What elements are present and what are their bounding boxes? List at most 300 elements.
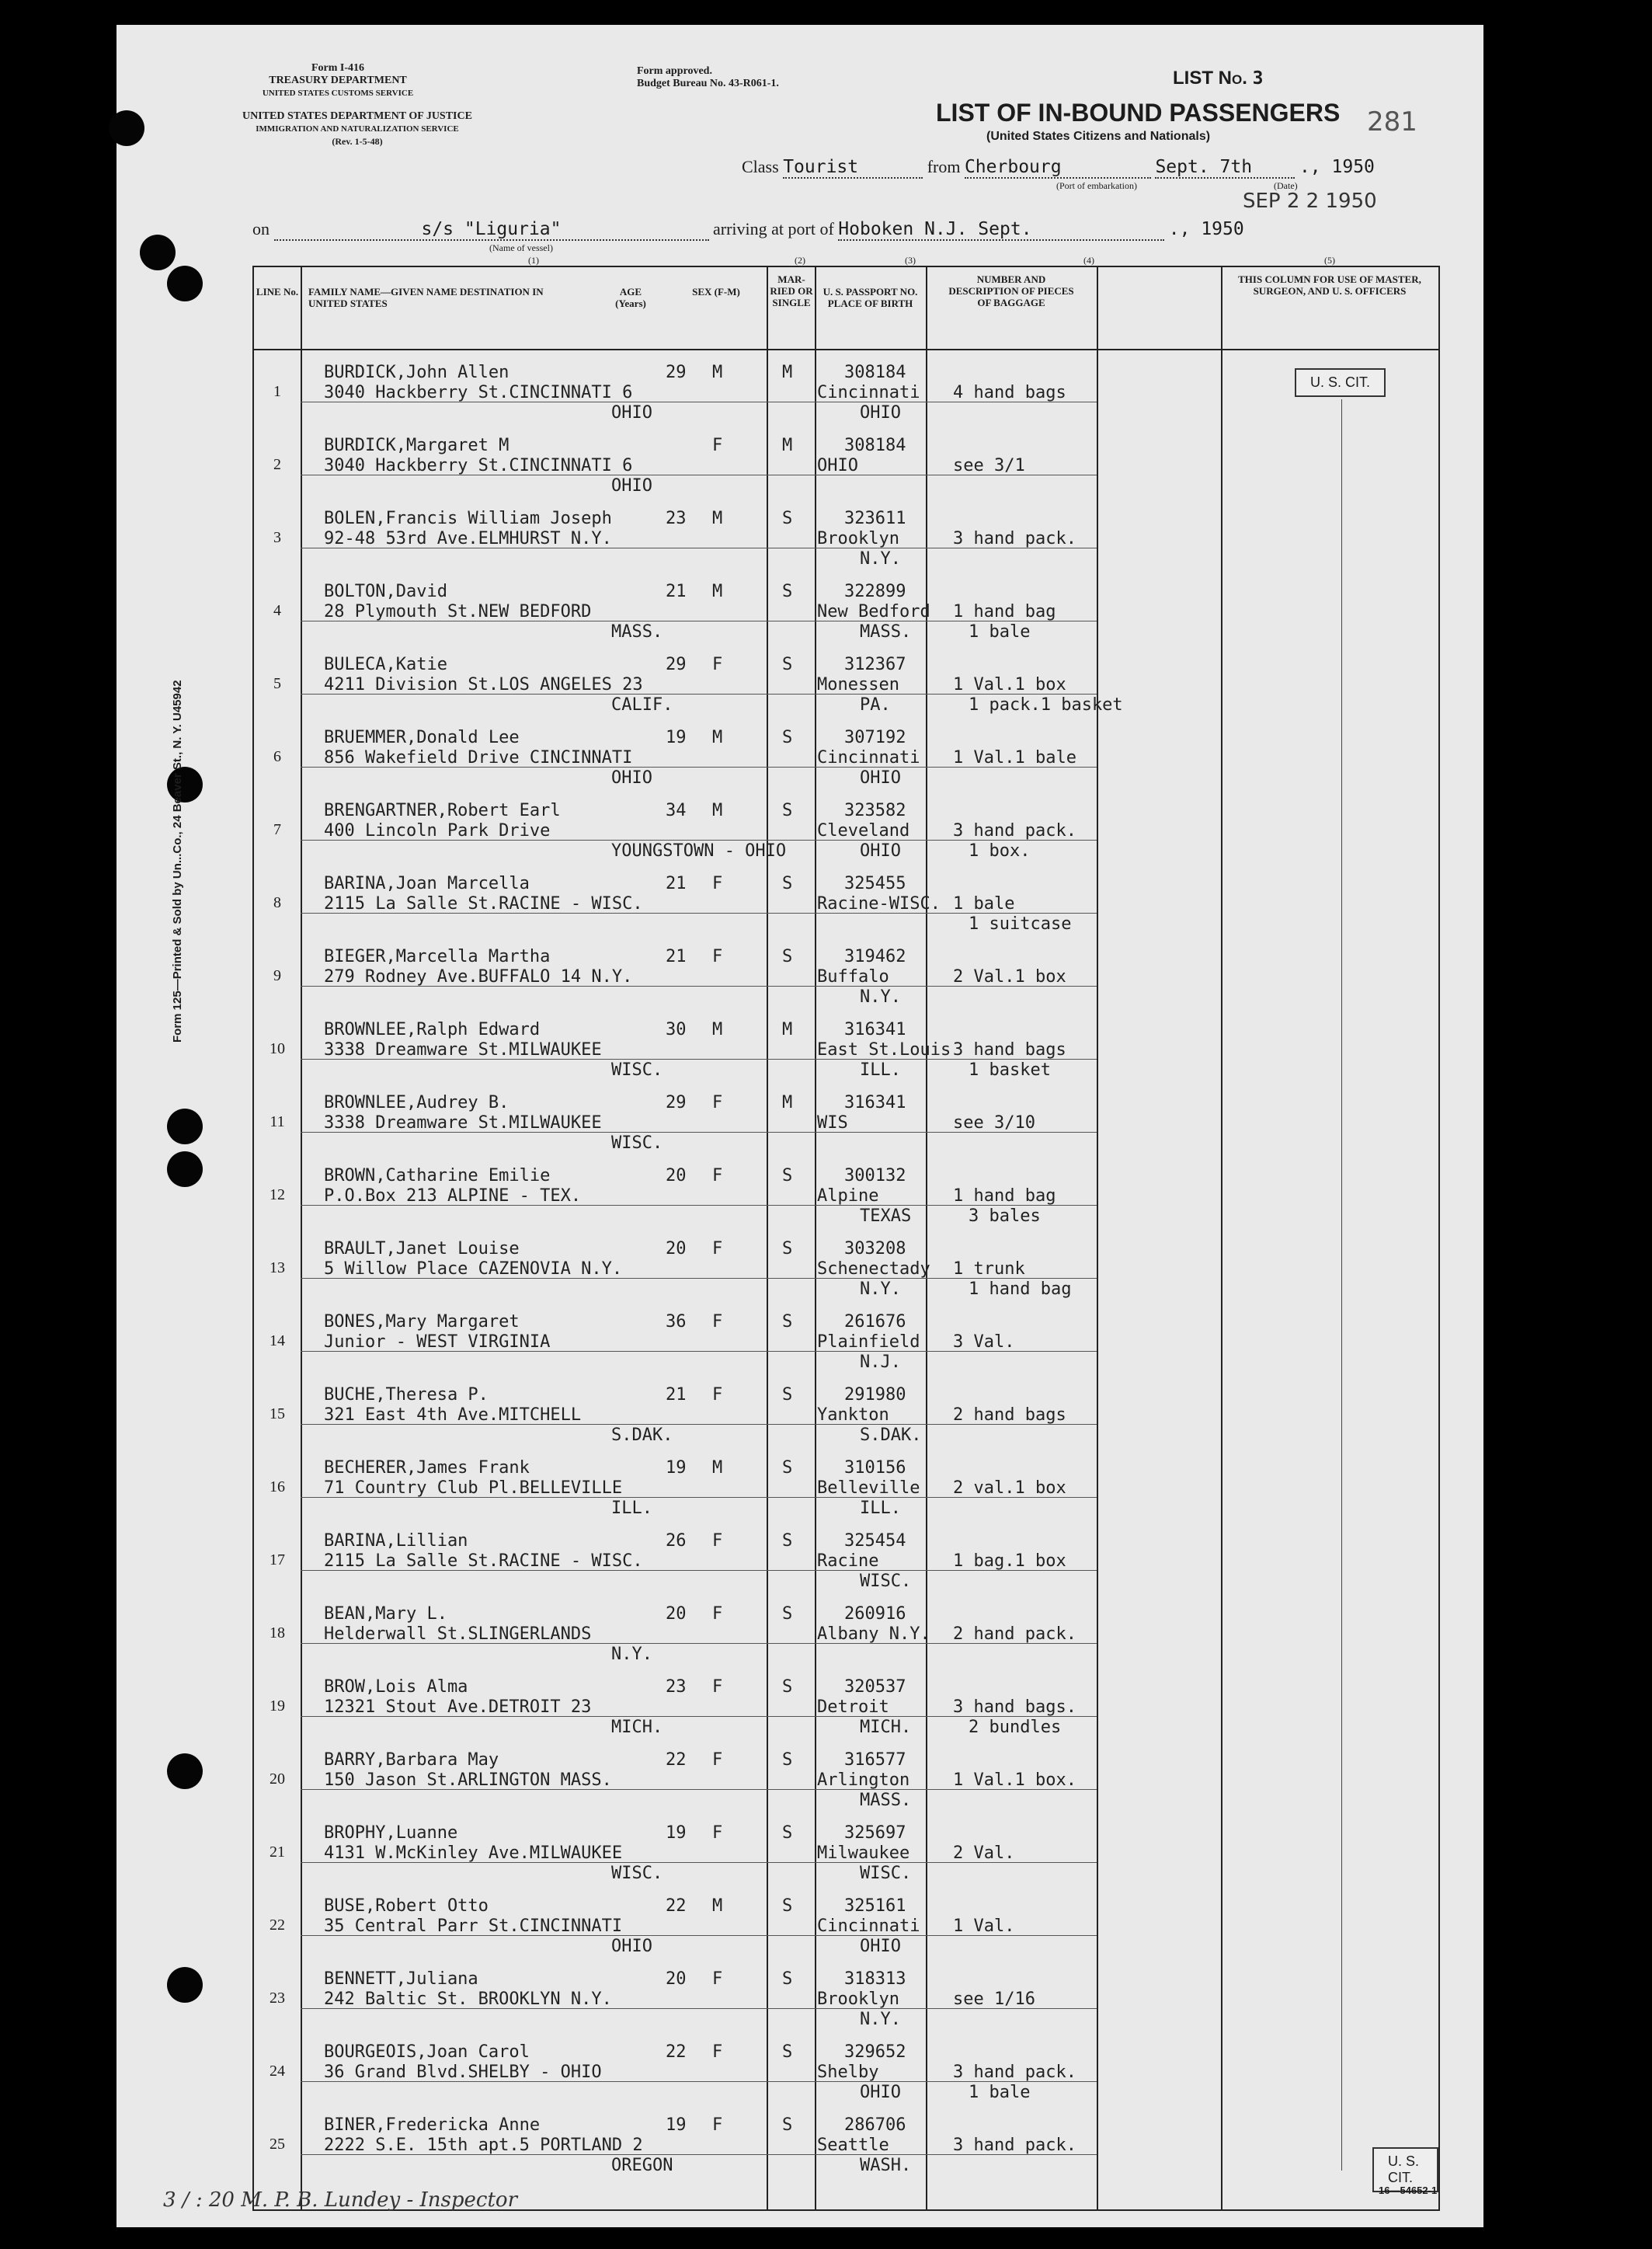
cell-ms: S bbox=[782, 509, 793, 528]
cell-age: 20 bbox=[666, 1166, 687, 1185]
cell-bag: 1 hand bag bbox=[953, 1186, 1056, 1206]
footer-code: 16—54652-1 bbox=[1379, 2185, 1438, 2196]
table-row bbox=[254, 1452, 1438, 1525]
cell-addr2: OHIO bbox=[611, 1937, 652, 1956]
cell-sex: F bbox=[712, 2042, 723, 2062]
cell-birth2: MICH. bbox=[860, 1718, 912, 1737]
cell-addr2: CALIF. bbox=[611, 695, 673, 715]
cell-ms: M bbox=[782, 363, 793, 382]
page-subtitle: (United States Citizens and Nationals) bbox=[986, 130, 1211, 143]
cell-addr: P.O.Box 213 ALPINE - TEX. bbox=[324, 1186, 582, 1206]
cell-birth: East St.Louis bbox=[817, 1040, 951, 1060]
cell-ms: S bbox=[782, 1239, 793, 1259]
cell-birth: Alpine bbox=[817, 1186, 879, 1206]
cell-bag: 3 hand bags bbox=[953, 1040, 1066, 1060]
cell-name: BOURGEOIS,Joan Carol bbox=[324, 2042, 530, 2062]
cell-name: BRENGARTNER,Robert Earl bbox=[324, 801, 561, 820]
cell-birth: Cincinnati bbox=[817, 383, 920, 402]
cell-birth2: ILL. bbox=[860, 1060, 901, 1080]
cell-addr2: ILL. bbox=[611, 1499, 652, 1518]
page-title: LIST OF IN-BOUND PASSENGERS bbox=[936, 99, 1341, 127]
cell-bag2: 1 pack.1 basket bbox=[969, 695, 1123, 715]
cell-sex: F bbox=[712, 2115, 723, 2135]
cell-age: 19 bbox=[666, 1823, 687, 1843]
cell-name: BUSE,Robert Otto bbox=[324, 1896, 489, 1916]
cell-birth2: MASS. bbox=[860, 622, 912, 642]
cell-bag2: 1 box. bbox=[969, 841, 1031, 861]
col-line: LINE No. bbox=[256, 286, 299, 298]
cell-pp: 323611 bbox=[844, 509, 906, 528]
cell-pp: 325455 bbox=[844, 874, 906, 893]
table-row bbox=[254, 1306, 1438, 1379]
cell-birth: Yankton bbox=[817, 1405, 889, 1425]
cell-sex: M bbox=[712, 582, 723, 601]
table-row bbox=[254, 2109, 1438, 2182]
cell-sex: M bbox=[712, 801, 723, 820]
cell-addr: 36 Grand Blvd.SHELBY - OHIO bbox=[324, 2063, 602, 2082]
cell-birth2: N.J. bbox=[860, 1353, 901, 1372]
cell-num: 7 bbox=[273, 821, 281, 838]
cell-birth2: MASS. bbox=[860, 1791, 912, 1810]
cell-addr: Helderwall St.SLINGERLANDS bbox=[324, 1624, 592, 1644]
cell-ms: S bbox=[782, 1750, 793, 1770]
cell-birth: Detroit bbox=[817, 1697, 889, 1717]
cell-name: BRUEMMER,Donald Lee bbox=[324, 728, 520, 747]
table-row bbox=[254, 1817, 1438, 1890]
col-baggage: NUMBER AND DESCRIPTION OF PIECES OF BAGGAGE bbox=[948, 273, 1074, 308]
cell-birth2: N.Y. bbox=[860, 987, 901, 1007]
cell-sex: F bbox=[712, 1531, 723, 1551]
cell-num: 2 bbox=[273, 456, 281, 473]
col-officers: THIS COLUMN FOR USE OF MASTER, SURGEON, AND U. S. OFFICERS bbox=[1238, 273, 1421, 297]
cell-num: 17 bbox=[270, 1551, 285, 1568]
cell-num: 15 bbox=[270, 1405, 285, 1422]
cell-num: 13 bbox=[270, 1259, 285, 1276]
cell-ms: M bbox=[782, 1093, 793, 1112]
cell-birth: New Bedford bbox=[817, 602, 930, 621]
cell-sex: M bbox=[712, 509, 723, 528]
cell-pp: 261676 bbox=[844, 1312, 906, 1332]
cell-name: BARRY,Barbara May bbox=[324, 1750, 499, 1770]
list-number: LIST No. 3 bbox=[1173, 68, 1264, 89]
cell-bag: 2 Val. bbox=[953, 1843, 1015, 1863]
cell-age: 34 bbox=[666, 801, 687, 820]
cell-bag: 3 hand pack. bbox=[953, 2136, 1076, 2155]
cell-addr: 71 Country Club Pl.BELLEVILLE bbox=[324, 1478, 623, 1498]
cell-bag: see 3/10 bbox=[953, 1113, 1035, 1133]
cell-name: BOLEN,Francis William Joseph bbox=[324, 509, 612, 528]
cell-sex: F bbox=[712, 1823, 723, 1843]
cell-birth2: PA. bbox=[860, 695, 891, 715]
cell-birth: Brooklyn bbox=[817, 529, 899, 548]
cell-addr: 400 Lincoln Park Drive bbox=[324, 821, 551, 841]
cell-sex: F bbox=[712, 1239, 723, 1259]
cell-pp: 325454 bbox=[844, 1531, 906, 1551]
cell-pp: 303208 bbox=[844, 1239, 906, 1259]
cell-sex: M bbox=[712, 363, 723, 382]
cell-pp: 316341 bbox=[844, 1020, 906, 1039]
cell-birth: Belleville bbox=[817, 1478, 920, 1498]
cell-ms: S bbox=[782, 1969, 793, 1989]
cell-bag: 3 Val. bbox=[953, 1332, 1015, 1352]
cell-num: 4 bbox=[273, 602, 281, 619]
cell-addr: 4131 W.McKinley Ave.MILWAUKEE bbox=[324, 1843, 623, 1863]
cell-sex: F bbox=[712, 1312, 723, 1332]
cell-pp: 300132 bbox=[844, 1166, 906, 1185]
table-row bbox=[254, 1890, 1438, 1963]
cell-birth: WIS bbox=[817, 1113, 848, 1133]
cell-addr2: WISC. bbox=[611, 1133, 663, 1153]
cell-addr2: OHIO bbox=[611, 476, 652, 496]
table-row bbox=[254, 1087, 1438, 1160]
cell-birth: Milwaukee bbox=[817, 1843, 910, 1863]
table-row bbox=[254, 430, 1438, 503]
punch-hole bbox=[167, 1109, 203, 1144]
received-stamp: SEP 2 2 1950 bbox=[1243, 190, 1377, 213]
punch-hole bbox=[167, 1967, 203, 2003]
cell-age: 29 bbox=[666, 363, 687, 382]
cell-addr2: S.DAK. bbox=[611, 1426, 673, 1445]
cell-addr: 12321 Stout Ave.DETROIT 23 bbox=[324, 1697, 592, 1717]
vessel-field: on s/s "Liguria" arriving at port of Hoboken N.J. Sept. ., 1950 bbox=[252, 219, 1244, 239]
cell-ms: S bbox=[782, 1604, 793, 1624]
cell-num: 24 bbox=[270, 2063, 285, 2080]
table-row bbox=[254, 868, 1438, 941]
punch-hole bbox=[167, 266, 203, 301]
cell-age: 22 bbox=[666, 2042, 687, 2062]
cell-bag: 3 hand pack. bbox=[953, 529, 1076, 548]
cell-age: 20 bbox=[666, 1239, 687, 1259]
passenger-table bbox=[252, 266, 1440, 2211]
cell-birth2: TEXAS bbox=[860, 1206, 912, 1226]
col-sex: SEX (F-M) bbox=[692, 286, 740, 298]
cell-birth2: WISC. bbox=[860, 1572, 912, 1591]
cell-age: 36 bbox=[666, 1312, 687, 1332]
cell-birth2: ILL. bbox=[860, 1499, 901, 1518]
table-row bbox=[254, 2036, 1438, 2109]
cell-age: 23 bbox=[666, 1677, 687, 1697]
cell-addr: 5 Willow Place CAZENOVIA N.Y. bbox=[324, 1259, 623, 1279]
cell-bag: 2 hand pack. bbox=[953, 1624, 1076, 1644]
cell-bag2: 2 bundles bbox=[969, 1718, 1062, 1737]
table-row bbox=[254, 795, 1438, 868]
punch-hole bbox=[140, 235, 176, 270]
cell-bag: 1 Val.1 box. bbox=[953, 1770, 1076, 1790]
cell-birth: OHIO bbox=[817, 456, 858, 475]
cell-num: 25 bbox=[270, 2136, 285, 2153]
cell-addr: 2222 S.E. 15th apt.5 PORTLAND 2 bbox=[324, 2136, 643, 2155]
cell-addr2: OREGON bbox=[611, 2156, 673, 2175]
cell-ms: S bbox=[782, 1677, 793, 1697]
cell-bag: see 1/16 bbox=[953, 1990, 1035, 2009]
cell-bag: 1 Val.1 bale bbox=[953, 748, 1076, 768]
cell-birth: Arlington bbox=[817, 1770, 910, 1790]
table-row bbox=[254, 1160, 1438, 1233]
cell-sex: F bbox=[712, 947, 723, 966]
cell-bag2: 1 bale bbox=[969, 622, 1031, 642]
cell-addr: 28 Plymouth St.NEW BEDFORD bbox=[324, 602, 592, 621]
cell-pp: 318313 bbox=[844, 1969, 906, 1989]
cell-pp: 322899 bbox=[844, 582, 906, 601]
printer-note: Form 125—Printed & Sold by Un...Co., 24 Beaver St., N. Y. U45942 bbox=[171, 680, 184, 1043]
cell-bag: see 3/1 bbox=[953, 456, 1025, 475]
cell-birth2: WASH. bbox=[860, 2156, 912, 2175]
cell-sex: F bbox=[712, 1604, 723, 1624]
table-row bbox=[254, 1233, 1438, 1306]
cell-sex: M bbox=[712, 728, 723, 747]
cell-age: 20 bbox=[666, 1969, 687, 1989]
us-cit-stamp-bottom: U. S. CIT. bbox=[1372, 2147, 1438, 2192]
cell-addr: 3338 Dreamware St.MILWAUKEE bbox=[324, 1040, 602, 1060]
cell-bag: 1 Val. bbox=[953, 1917, 1015, 1936]
cell-name: BARINA,Lillian bbox=[324, 1531, 468, 1551]
cell-name: BOLTON,David bbox=[324, 582, 447, 601]
cell-ms: S bbox=[782, 655, 793, 674]
port-caption: (Port of embarkation) bbox=[1056, 180, 1137, 191]
cell-num: 18 bbox=[270, 1624, 285, 1641]
cell-addr: Junior - WEST VIRGINIA bbox=[324, 1332, 551, 1352]
cell-addr: 856 Wakefield Drive CINCINNATI bbox=[324, 748, 633, 768]
cell-pp: 260916 bbox=[844, 1604, 906, 1624]
table-row bbox=[254, 1963, 1438, 2036]
cell-addr: 3040 Hackberry St.CINCINNATI 6 bbox=[324, 456, 633, 475]
cell-bag: 2 val.1 box bbox=[953, 1478, 1066, 1498]
cell-birth: Cincinnati bbox=[817, 1917, 920, 1936]
cell-birth2: N.Y. bbox=[860, 1279, 901, 1299]
agency-block: UNITED STATES DEPARTMENT OF JUSTICE IMMIGRATION AND NATURALIZATION SERVICE (Rev. 1-5-48) bbox=[242, 110, 472, 147]
cell-ms: S bbox=[782, 1896, 793, 1916]
cell-age: 21 bbox=[666, 582, 687, 601]
cell-name: BULECA,Katie bbox=[324, 655, 447, 674]
cell-name: BUCHE,Theresa P. bbox=[324, 1385, 489, 1405]
cell-num: 22 bbox=[270, 1917, 285, 1934]
cell-birth: Racine-WISC. bbox=[817, 894, 941, 914]
cell-ms: S bbox=[782, 1458, 793, 1478]
cell-ms: S bbox=[782, 2042, 793, 2062]
form-block: Form I-416 TREASURY DEPARTMENT UNITED STATES CUSTOMS SERVICE bbox=[262, 62, 414, 98]
cell-pp: 312367 bbox=[844, 655, 906, 674]
cell-name: BINER,Fredericka Anne bbox=[324, 2115, 541, 2135]
cell-sex: F bbox=[712, 1750, 723, 1770]
cell-birth2: S.DAK. bbox=[860, 1426, 922, 1445]
cell-birth: Schenectady bbox=[817, 1259, 930, 1279]
cell-bag: 3 hand bags. bbox=[953, 1697, 1076, 1717]
cell-pp: 316341 bbox=[844, 1093, 906, 1112]
cell-name: BROWNLEE,Ralph Edward bbox=[324, 1020, 541, 1039]
cell-age: 22 bbox=[666, 1896, 687, 1916]
cell-sex: F bbox=[712, 1677, 723, 1697]
cell-birth2: OHIO bbox=[860, 1937, 901, 1956]
cell-addr2: MASS. bbox=[611, 622, 663, 642]
table-row bbox=[254, 503, 1438, 576]
cell-num: 20 bbox=[270, 1770, 285, 1788]
cell-pp: 310156 bbox=[844, 1458, 906, 1478]
date-caption: (Date) bbox=[1274, 180, 1298, 191]
table-row bbox=[254, 576, 1438, 649]
cell-birth2: N.Y. bbox=[860, 2010, 901, 2029]
cell-age: 21 bbox=[666, 874, 687, 893]
cell-addr2: YOUNGSTOWN - OHIO bbox=[611, 841, 787, 861]
cell-birth: Brooklyn bbox=[817, 1990, 899, 2009]
cell-birth2: OHIO bbox=[860, 403, 901, 423]
cell-age: 23 bbox=[666, 509, 687, 528]
cell-num: 6 bbox=[273, 748, 281, 765]
cell-sex: F bbox=[712, 1385, 723, 1405]
document-page: Form I-416 TREASURY DEPARTMENT UNITED STATES CUSTOMS SERVICE Form approved. Budget Bureau No. 43-R061-1. UNITED STATES DEPARTMENT OF JUSTICE IMMIGRATION AND NATURALIZATION SERVICE (Rev. 1-5-48) LIST No. 3 281 LIST OF IN-BOUND PASSENGERS (United States Citizens and Nationals) Class Tourist from Cherbourg Sept. 7th ., 1950 (Port of embarkation) (Date) SEP 2 2 1950 on s/s "Liguria" arriving at port of Hoboken N.J. Sept. ., 1950 (Name of vessel) (1) (2) (3) (4) (5) LINE No. FAMILY NAME—GIVEN NAME DESTINATION IN UNITED STATES AGE (Years) SEX (F-M) MAR-RIED OR SINGLE U. S. PASSPORT NO. PLACE OF BIRTH NUMBER AND DESCRIPTION OF PIECES OF BAGGAGE THIS COLUMN FOR USE OF MASTER, SURGEON, AND U. S. OFFICERS U. S. CIT. U. S. CIT. 1 BURDICK,John Allen 29 M M 308184 3040 Hackberry St.CINCINNATI 6 Cincinnati 4 hand bags OHIO OHIO 2 BURDICK,Margaret M F M 308184 3040 Hackberry St.CINCINNATI 6 OHIO see 3/1 OHIO 3 BOLEN,Francis William Joseph 23 M S 323611 92-48 53rd Ave.ELMHURST N.Y. Brooklyn 3 hand pack. N.Y. 4 BOLTON,David 21 M S 322899 28 Plymouth St.NEW BEDFORD New Bedford 1 hand bag MASS. MASS. 1 bale 5 BULECA,Katie 29 F S 312367 4211 Division St.LOS ANGELES 23 Monessen 1 Val.1 box CALIF. PA. 1 pack.1 basket 6 BRUEMMER,Donald Lee 19 M S 307192 856 Wakefield Drive CINCINNATI Cincinnati 1 Val.1 bale OHIO OHIO 7 BRENGARTNER,Robert Earl 34 M S 323582 400 Lincoln Park Drive Cleveland 3 hand pack. YOUNGSTOWN - OHIO OHIO 1 box. 8 BARINA,Joan Marcella 21 F S 325455 2115 La Salle St.RACINE - WISC. Racine-WISC. 1 bale 1 suitcase 9 BIEGER,Marcella Martha 21 F S 319462 279 Rodney Ave.BUFFALO 14 N.Y. Buffalo 2 Val.1 box N.Y. 10 BROWNLEE,Ralph Edward 30 M M 316341 3338 Dreamware St.MILWAUKEE East St.Louis 3 hand bags WISC. ILL. 1 basket 11 BROWNLEE,Audrey B. 29 F M 316341 3338 Dreamware St.MILWAUKEE WIS see 3/10 WISC. 12 BROWN,Catharine Emilie 20 F S 300132 P.O.Box 213 ALPINE - TEX. Alpine 1 hand bag TEXAS 3 bales 13 BRAULT,Janet Louise 20 F S 303208 5 Willow Place CAZENOVIA N.Y. Schenectady 1 trunk N.Y. 1 hand bag 14 BONES,Mary Margaret 36 F S 261676 Junior - WEST VIRGINIA Plainfield 3 Val. N.J. 15 BUCHE,Theresa P. 21 F S 291980 321 East 4th Ave.MITCHELL Yankton 2 hand bags S.DAK. S.DAK. 16 BECHERER,James Frank 19 M S 310156 71 Country Club Pl.BELLEVILLE Belleville 2 val.1 box ILL. ILL. 17 BARINA,Lillian 26 F S 325454 2115 La Salle St.RACINE - WISC. Racine 1 bag.1 box WISC. 18 BEAN,Mary L. 20 F S 260916 Helderwall St.SLINGERLANDS Albany N.Y. 2 hand pack. N.Y. 19 BROW,Lois Alma 23 F S 320537 12321 Stout Ave.DETROIT 23 Detroit 3 hand bags. MICH. MICH. 2 bundles 20 BARRY,Barbara May 22 F S 316577 150 Jason St.ARLINGTON MASS. Arlington 1 Val.1 box. MASS. 21 BROPHY,Luanne 19 F S 325697 4131 W.McKinley Ave.MILWAUKEE Milwaukee 2 Val. WISC. WISC. 22 BUSE,Robert Otto 22 M S 325161 35 Central Parr St.CINCINNATI Cincinnati 1 Val. OHIO OHIO 23 BENNETT,Juliana 20 F S 318313 242 Baltic St. BROOKLYN N.Y. Brooklyn see 1/16 N.Y. 24 BOURGEOIS,Joan Carol 22 F S 329652 36 Grand Blvd.SHELBY - OHIO Shelby 3 hand pack. OHIO 1 bale 25 BINER,Fredericka Anne 19 F S 286706 2222 S.E. 15th apt.5 PORTLAND 2 Seattle 3 hand pack. OREGON WASH. Form 125—Printed & Sold by Un...Co., 24 Beaver St., N. Y. U45942 3 / : 20 M. P. B. Lundey - Inspector 16—54652-1 bbox=[117, 25, 1483, 2227]
cell-num: 8 bbox=[273, 894, 281, 911]
cell-age: 22 bbox=[666, 1750, 687, 1770]
cell-pp: 329652 bbox=[844, 2042, 906, 2062]
cell-age: 21 bbox=[666, 1385, 687, 1405]
cell-num: 11 bbox=[270, 1113, 285, 1130]
cell-birth: Seattle bbox=[817, 2136, 889, 2155]
cell-num: 1 bbox=[273, 383, 281, 400]
cell-birth: Cleveland bbox=[817, 821, 910, 841]
cell-addr: 242 Baltic St. BROOKLYN N.Y. bbox=[324, 1990, 612, 2009]
cell-pp: 286706 bbox=[844, 2115, 906, 2135]
cell-name: BRAULT,Janet Louise bbox=[324, 1239, 520, 1259]
punch-hole bbox=[109, 110, 144, 146]
cell-age: 26 bbox=[666, 1531, 687, 1551]
cell-bag2: 1 basket bbox=[969, 1060, 1051, 1080]
cell-addr2: WISC. bbox=[611, 1864, 663, 1883]
cell-bag: 1 bale bbox=[953, 894, 1015, 914]
cell-bag: 1 Val.1 box bbox=[953, 675, 1066, 695]
table-row bbox=[254, 1744, 1438, 1817]
cell-addr: 321 East 4th Ave.MITCHELL bbox=[324, 1405, 582, 1425]
cell-addr: 2115 La Salle St.RACINE - WISC. bbox=[324, 894, 643, 914]
cell-name: BROWN,Catharine Emilie bbox=[324, 1166, 551, 1185]
cell-name: BECHERER,James Frank bbox=[324, 1458, 530, 1478]
cell-bag: 2 Val.1 box bbox=[953, 967, 1066, 987]
inspector-signature: 3 / : 20 M. P. B. Lundey - Inspector bbox=[163, 2188, 518, 2212]
cell-birth: Plainfield bbox=[817, 1332, 920, 1352]
cell-pp: 308184 bbox=[844, 436, 906, 455]
cell-age: 19 bbox=[666, 2115, 687, 2135]
cell-birth2: OHIO bbox=[860, 2083, 901, 2102]
col-married: MAR-RIED OR SINGLE bbox=[770, 273, 813, 308]
cell-num: 16 bbox=[270, 1478, 285, 1495]
cell-ms: S bbox=[782, 728, 793, 747]
cell-addr: 150 Jason St.ARLINGTON MASS. bbox=[324, 1770, 612, 1790]
cell-addr: 92-48 53rd Ave.ELMHURST N.Y. bbox=[324, 529, 612, 548]
cell-name: BURDICK,Margaret M bbox=[324, 436, 510, 455]
cell-sex: F bbox=[712, 1166, 723, 1185]
cell-birth: Albany N.Y. bbox=[817, 1624, 930, 1644]
us-cit-stamp-top: U. S. CIT. bbox=[1295, 368, 1386, 397]
cell-num: 19 bbox=[270, 1697, 285, 1715]
cell-ms: S bbox=[782, 1166, 793, 1185]
cell-birth: Cincinnati bbox=[817, 748, 920, 768]
cell-num: 14 bbox=[270, 1332, 285, 1349]
cell-bag: 1 trunk bbox=[953, 1259, 1025, 1279]
cell-ms: S bbox=[782, 2115, 793, 2135]
cell-pp: 320537 bbox=[844, 1677, 906, 1697]
cell-ms: M bbox=[782, 1020, 793, 1039]
cell-sex: F bbox=[712, 1093, 723, 1112]
page-stamp: 281 bbox=[1367, 106, 1417, 138]
table-row bbox=[254, 1598, 1438, 1671]
cell-bag: 1 bag.1 box bbox=[953, 1551, 1066, 1571]
cell-sex: F bbox=[712, 1969, 723, 1989]
cell-name: BIEGER,Marcella Martha bbox=[324, 947, 551, 966]
cell-birth: Monessen bbox=[817, 675, 899, 695]
cell-num: 10 bbox=[270, 1040, 285, 1057]
cell-name: BARINA,Joan Marcella bbox=[324, 874, 530, 893]
cell-pp: 323582 bbox=[844, 801, 906, 820]
cell-bag2: 3 bales bbox=[969, 1206, 1041, 1226]
cell-bag2: 1 hand bag bbox=[969, 1279, 1072, 1299]
cell-birth: Racine bbox=[817, 1551, 879, 1571]
table-row bbox=[254, 1525, 1438, 1598]
cell-bag: 1 hand bag bbox=[953, 602, 1056, 621]
col-age: AGE (Years) bbox=[615, 286, 646, 309]
cell-pp: 319462 bbox=[844, 947, 906, 966]
cell-addr: 2115 La Salle St.RACINE - WISC. bbox=[324, 1551, 643, 1571]
cell-pp: 307192 bbox=[844, 728, 906, 747]
cell-addr: 279 Rodney Ave.BUFFALO 14 N.Y. bbox=[324, 967, 633, 987]
cell-ms: S bbox=[782, 1823, 793, 1843]
cell-addr2: N.Y. bbox=[611, 1645, 652, 1664]
cell-num: 12 bbox=[270, 1186, 285, 1203]
cell-ms: S bbox=[782, 582, 793, 601]
cell-ms: S bbox=[782, 801, 793, 820]
cell-name: BURDICK,John Allen bbox=[324, 363, 510, 382]
approval-block: Form approved. Budget Bureau No. 43-R061-1. bbox=[637, 65, 779, 89]
cell-bag: 4 hand bags bbox=[953, 383, 1066, 402]
cell-addr2: OHIO bbox=[611, 768, 652, 788]
cell-ms: S bbox=[782, 1312, 793, 1332]
cell-pp: 291980 bbox=[844, 1385, 906, 1405]
cell-sex: M bbox=[712, 1896, 723, 1916]
cell-birth: Buffalo bbox=[817, 967, 889, 987]
cell-sex: F bbox=[712, 436, 723, 455]
cell-age: 30 bbox=[666, 1020, 687, 1039]
cell-addr: 35 Central Parr St.CINCINNATI bbox=[324, 1917, 623, 1936]
cell-birth: Shelby bbox=[817, 2063, 879, 2082]
cell-age: 29 bbox=[666, 655, 687, 674]
cell-addr2: OHIO bbox=[611, 403, 652, 423]
cell-ms: S bbox=[782, 874, 793, 893]
cell-num: 21 bbox=[270, 1843, 285, 1861]
punch-hole bbox=[167, 1753, 203, 1789]
punch-hole bbox=[167, 1151, 203, 1187]
class-field: Class Tourist from Cherbourg Sept. 7th ., 1950 bbox=[742, 157, 1375, 177]
cell-num: 3 bbox=[273, 529, 281, 546]
cell-bag2: 1 bale bbox=[969, 2083, 1031, 2102]
cell-pp: 308184 bbox=[844, 363, 906, 382]
col-name: FAMILY NAME—GIVEN NAME DESTINATION IN UNITED STATES bbox=[308, 286, 544, 309]
cell-bag: 2 hand bags bbox=[953, 1405, 1066, 1425]
cell-num: 9 bbox=[273, 967, 281, 984]
cell-birth2: OHIO bbox=[860, 841, 901, 861]
cell-addr2: MICH. bbox=[611, 1718, 663, 1737]
cell-age: 19 bbox=[666, 1458, 687, 1478]
cell-num: 23 bbox=[270, 1990, 285, 2007]
table-row bbox=[254, 941, 1438, 1014]
cell-age: 20 bbox=[666, 1604, 687, 1624]
cell-name: BROPHY,Luanne bbox=[324, 1823, 458, 1843]
table-row bbox=[254, 722, 1438, 795]
cell-sex: M bbox=[712, 1458, 723, 1478]
cell-ms: S bbox=[782, 947, 793, 966]
cell-addr: 3040 Hackberry St.CINCINNATI 6 bbox=[324, 383, 633, 402]
cell-name: BROW,Lois Alma bbox=[324, 1677, 468, 1697]
table-row bbox=[254, 1014, 1438, 1087]
cell-ms: S bbox=[782, 1531, 793, 1551]
table-row bbox=[254, 1379, 1438, 1452]
cell-bag: 3 hand pack. bbox=[953, 821, 1076, 841]
